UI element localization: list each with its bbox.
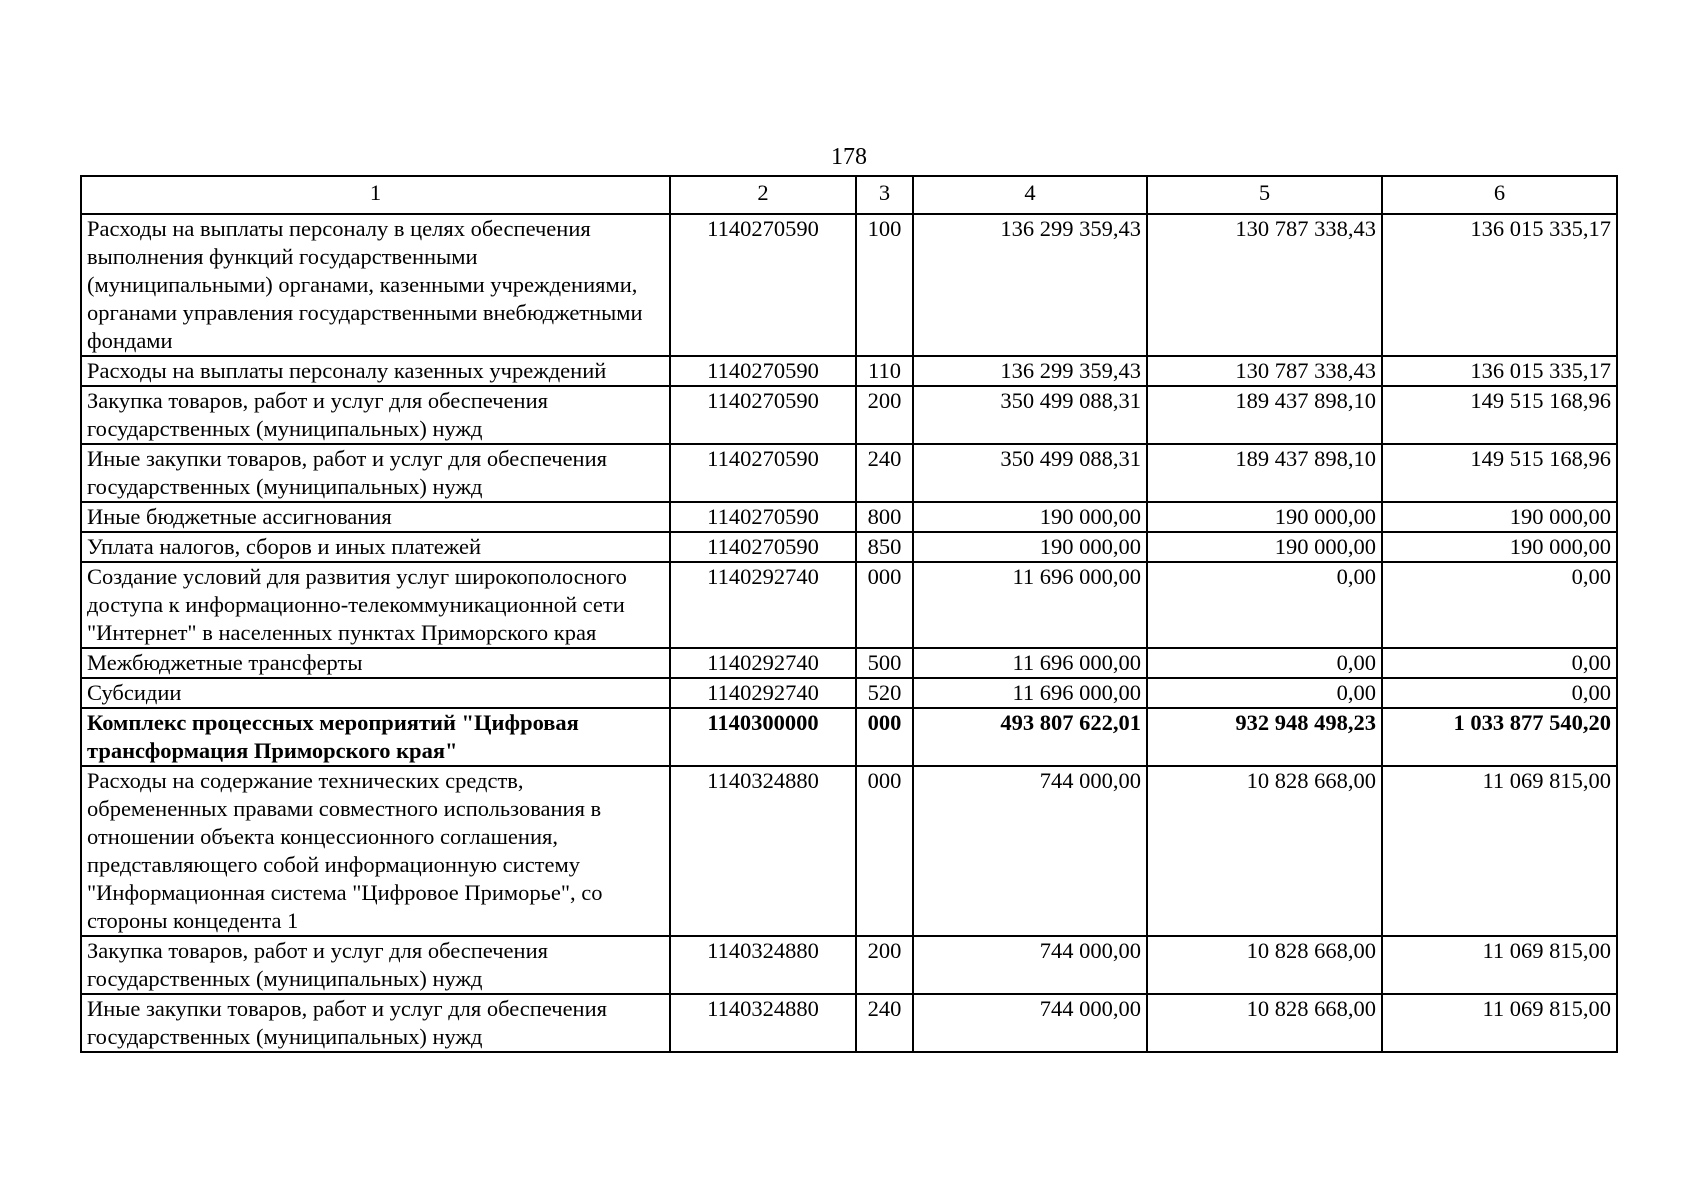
table-row: [81, 214, 1617, 356]
row-amount-col4-cell: 744 000,00: [913, 766, 1147, 936]
row-expense-type-cell: 000: [856, 708, 913, 766]
table-row: [81, 936, 1617, 994]
row-amount-col6-cell: 149 515 168,96: [1382, 444, 1617, 502]
table-row: [81, 502, 1617, 532]
row-amount-col5-cell: 130 787 338,43: [1147, 356, 1382, 386]
row-amount-col4-cell: 11 696 000,00: [913, 562, 1147, 648]
table-row: [81, 678, 1617, 708]
row-expense-type-cell: 850: [856, 532, 913, 562]
row-name-cell: Иные закупки товаров, работ и услуг для обеспечения государственных (муниципальных) нужд: [81, 444, 670, 502]
row-code-cell: 1140292740: [670, 678, 856, 708]
row-expense-type-cell: 000: [856, 766, 913, 936]
column-header-5: 5: [1147, 176, 1382, 214]
table-row: [81, 766, 1617, 936]
row-amount-col5-cell: 10 828 668,00: [1147, 936, 1382, 994]
row-expense-type-cell: 200: [856, 386, 913, 444]
table-row: [81, 356, 1617, 386]
row-name-cell: Иные бюджетные ассигнования: [81, 502, 670, 532]
table-row: [81, 532, 1617, 562]
row-code-cell: 1140270590: [670, 356, 856, 386]
row-name-cell: Межбюджетные трансферты: [81, 648, 670, 678]
row-amount-col4-cell: 493 807 622,01: [913, 708, 1147, 766]
row-amount-col6-cell: 11 069 815,00: [1382, 994, 1617, 1052]
row-expense-type-cell: 500: [856, 648, 913, 678]
row-amount-col4-cell: 190 000,00: [913, 502, 1147, 532]
row-amount-col5-cell: 190 000,00: [1147, 502, 1382, 532]
row-amount-col4-cell: 11 696 000,00: [913, 678, 1147, 708]
row-code-cell: 1140292740: [670, 562, 856, 648]
row-code-cell: 1140270590: [670, 386, 856, 444]
row-amount-col5-cell: 189 437 898,10: [1147, 386, 1382, 444]
row-code-cell: 1140324880: [670, 936, 856, 994]
row-amount-col4-cell: 11 696 000,00: [913, 648, 1147, 678]
row-amount-col4-cell: 744 000,00: [913, 936, 1147, 994]
row-name-cell: Расходы на содержание технических средств, обремененных правами совместного использования в отношении объекта концессионного соглашения, представляющего собой информационную систему "Информационная система "Цифровое Приморье", со стороны концедента 1: [81, 766, 670, 936]
row-amount-col5-cell: 189 437 898,10: [1147, 444, 1382, 502]
row-code-cell: 1140270590: [670, 502, 856, 532]
table-row: [81, 386, 1617, 444]
table-row: [81, 648, 1617, 678]
row-amount-col6-cell: 0,00: [1382, 648, 1617, 678]
row-expense-type-cell: 100: [856, 214, 913, 356]
column-header-3: 3: [856, 176, 913, 214]
row-name-cell: Комплекс процессных мероприятий "Цифровая трансформация Приморского края": [81, 708, 670, 766]
row-amount-col5-cell: 190 000,00: [1147, 532, 1382, 562]
row-expense-type-cell: 520: [856, 678, 913, 708]
row-name-cell: Расходы на выплаты персоналу казенных учреждений: [81, 356, 670, 386]
row-expense-type-cell: 000: [856, 562, 913, 648]
row-name-cell: Расходы на выплаты персоналу в целях обеспечения выполнения функций государственными (муниципальными) органами, казенными учреждениями, органами управления государственными внебюджетными фондами: [81, 214, 670, 356]
column-header-1: 1: [81, 176, 670, 214]
table-row: [81, 994, 1617, 1052]
row-amount-col4-cell: 136 299 359,43: [913, 356, 1147, 386]
row-code-cell: 1140270590: [670, 214, 856, 356]
row-amount-col5-cell: 0,00: [1147, 562, 1382, 648]
budget-table: [80, 175, 1618, 1053]
row-amount-col5-cell: 130 787 338,43: [1147, 214, 1382, 356]
column-header-2: 2: [670, 176, 856, 214]
row-amount-col6-cell: 136 015 335,17: [1382, 356, 1617, 386]
row-amount-col6-cell: 0,00: [1382, 678, 1617, 708]
row-amount-col6-cell: 11 069 815,00: [1382, 766, 1617, 936]
row-amount-col5-cell: 10 828 668,00: [1147, 766, 1382, 936]
table-row: [81, 444, 1617, 502]
page-number: 178: [831, 144, 867, 170]
row-amount-col6-cell: 149 515 168,96: [1382, 386, 1617, 444]
row-name-cell: Субсидии: [81, 678, 670, 708]
row-name-cell: Иные закупки товаров, работ и услуг для обеспечения государственных (муниципальных) нужд: [81, 994, 670, 1052]
row-expense-type-cell: 240: [856, 994, 913, 1052]
row-amount-col6-cell: 1 033 877 540,20: [1382, 708, 1617, 766]
column-header-4: 4: [913, 176, 1147, 214]
row-amount-col4-cell: 350 499 088,31: [913, 386, 1147, 444]
row-amount-col6-cell: 0,00: [1382, 562, 1617, 648]
row-amount-col5-cell: 10 828 668,00: [1147, 994, 1382, 1052]
row-amount-col4-cell: 190 000,00: [913, 532, 1147, 562]
header-row: [81, 176, 1617, 214]
row-expense-type-cell: 200: [856, 936, 913, 994]
row-amount-col4-cell: 136 299 359,43: [913, 214, 1147, 356]
row-name-cell: Создание условий для развития услуг широкополосного доступа к информационно-телекоммуникационной сети "Интернет" в населенных пунктах Приморского края: [81, 562, 670, 648]
row-expense-type-cell: 240: [856, 444, 913, 502]
table-row: [81, 562, 1617, 648]
row-amount-col6-cell: 190 000,00: [1382, 532, 1617, 562]
row-code-cell: 1140270590: [670, 532, 856, 562]
row-amount-col5-cell: 932 948 498,23: [1147, 708, 1382, 766]
row-amount-col6-cell: 136 015 335,17: [1382, 214, 1617, 356]
row-amount-col5-cell: 0,00: [1147, 648, 1382, 678]
row-code-cell: 1140324880: [670, 766, 856, 936]
table-row: [81, 708, 1617, 766]
row-expense-type-cell: 110: [856, 356, 913, 386]
row-code-cell: 1140300000: [670, 708, 856, 766]
row-amount-col4-cell: 350 499 088,31: [913, 444, 1147, 502]
table-body: [81, 214, 1617, 1052]
row-name-cell: Закупка товаров, работ и услуг для обеспечения государственных (муниципальных) нужд: [81, 386, 670, 444]
row-amount-col6-cell: 11 069 815,00: [1382, 936, 1617, 994]
row-name-cell: Уплата налогов, сборов и иных платежей: [81, 532, 670, 562]
row-amount-col4-cell: 744 000,00: [913, 994, 1147, 1052]
row-code-cell: 1140292740: [670, 648, 856, 678]
column-header-6: 6: [1382, 176, 1617, 214]
row-amount-col5-cell: 0,00: [1147, 678, 1382, 708]
row-code-cell: 1140270590: [670, 444, 856, 502]
row-name-cell: Закупка товаров, работ и услуг для обеспечения государственных (муниципальных) нужд: [81, 936, 670, 994]
row-code-cell: 1140324880: [670, 994, 856, 1052]
row-expense-type-cell: 800: [856, 502, 913, 532]
row-amount-col6-cell: 190 000,00: [1382, 502, 1617, 532]
